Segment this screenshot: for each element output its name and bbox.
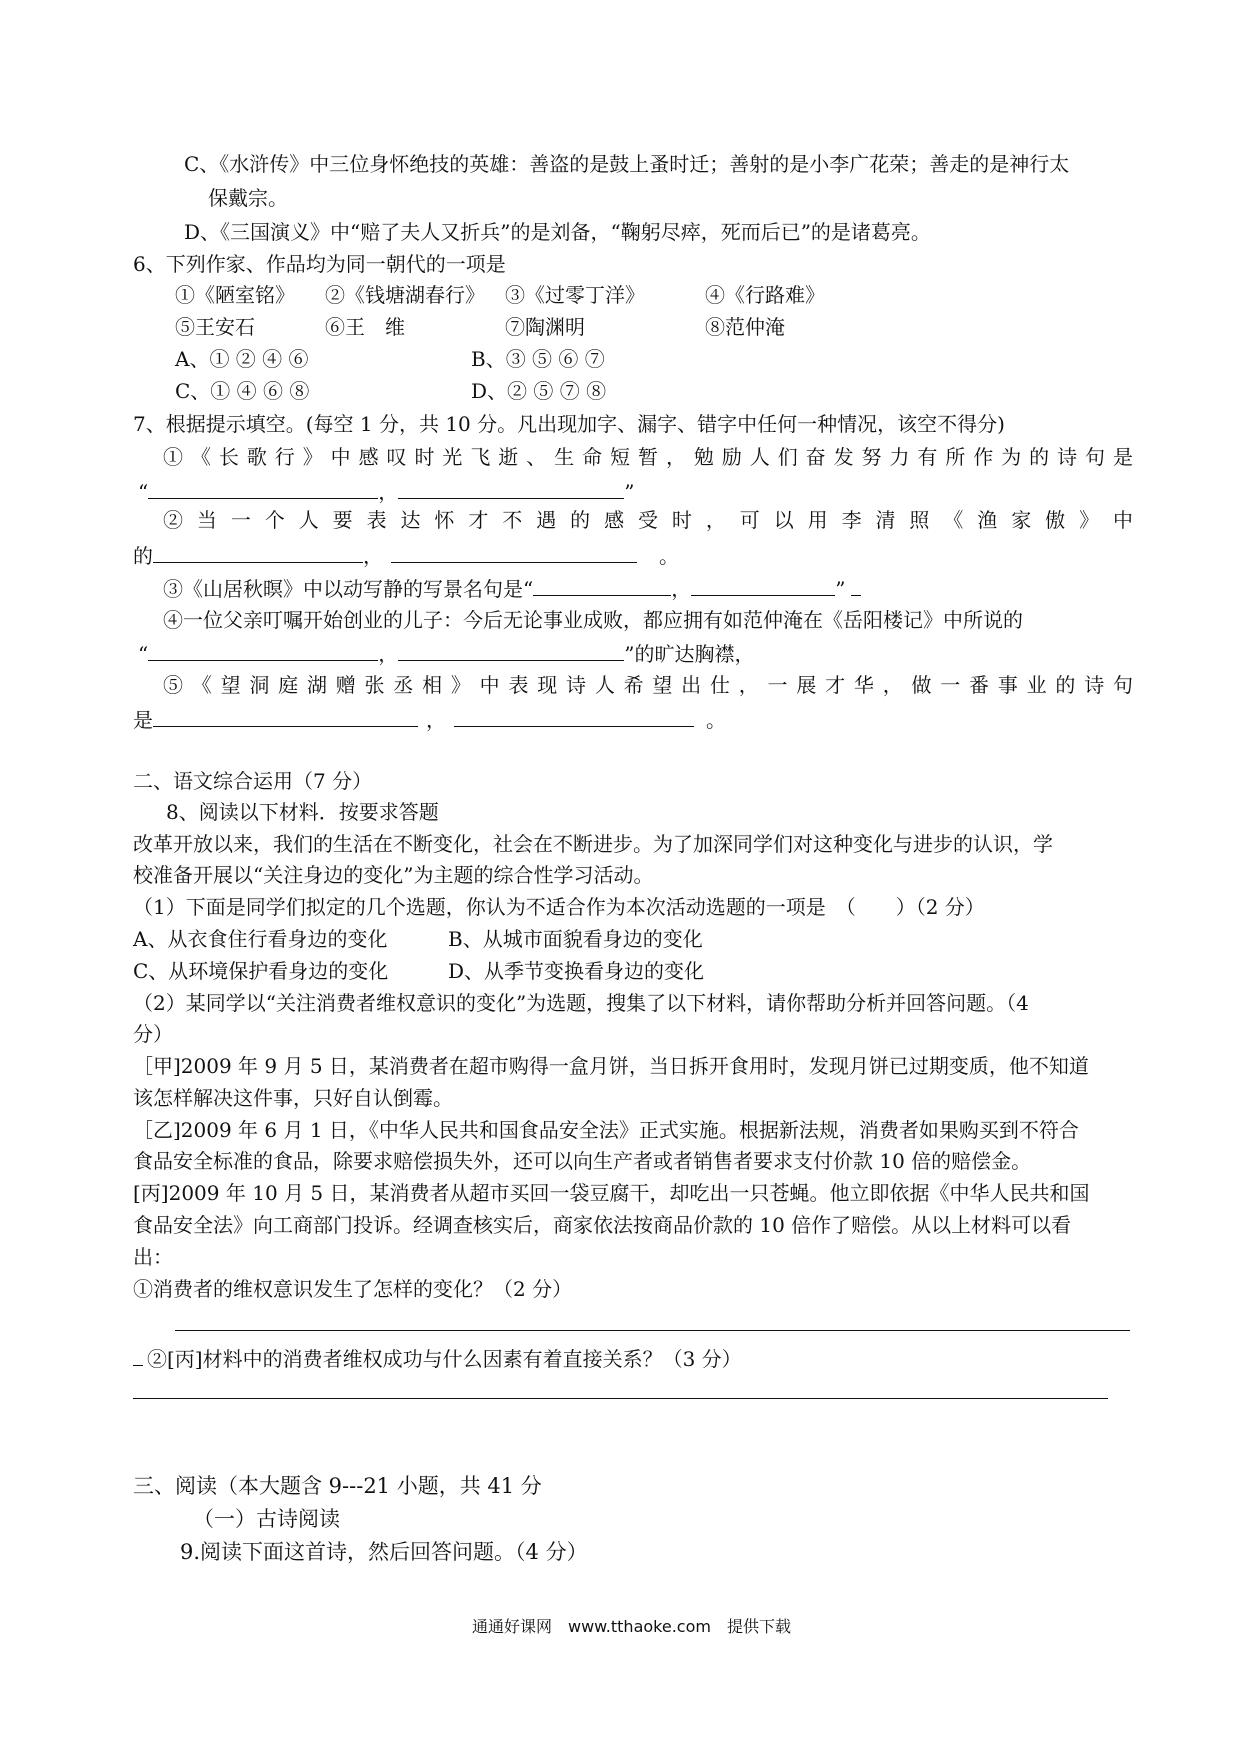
answer-line-1[interactable] — [175, 1330, 1130, 1331]
q6-work-1: ①《陋室铭》 — [175, 283, 295, 307]
question-2-row — [133, 1343, 742, 1373]
q7-item3-mark — [851, 573, 861, 596]
q7-item5-blank-1[interactable] — [153, 704, 418, 727]
q7-item1-blank-1[interactable] — [148, 476, 378, 499]
q7-item3: ③《山居秋暝》中以动写静的写景名句是“ ， ” — [163, 573, 861, 603]
q7-item5-answer: 是 ， 。 — [133, 704, 726, 734]
q6-options-ab — [175, 345, 605, 373]
q6-work-4: ④《行路难》 — [705, 283, 825, 307]
material-bing-1: [丙]2009 年 10 月 5 日，某消费者从超市买回一袋豆腐干，却吃出一只苍蝇。他立即依据《中华人民共和国 — [133, 1181, 1090, 1205]
q6-option-c: C、① ④ ⑥ ⑧ — [175, 379, 310, 403]
q7-item4-answer: “ ， ”的旷达胸襟， — [138, 638, 754, 668]
question-1: ①消费者的维权意识发生了怎样的变化？（2 分） — [133, 1277, 573, 1301]
q6-option-d: D、② ⑤ ⑦ ⑧ — [471, 379, 607, 403]
q7-item1-prompt: ①《长歌行》中感叹时光飞逝、生命短暂，勉励人们奋发努力有所作为的诗句是 — [163, 445, 1133, 469]
q5-option-c-cont: 保戴宗。 — [208, 186, 288, 210]
q6-option-a: A、① ② ④ ⑥ — [175, 347, 309, 371]
q6-work-2: ②《钱塘湖春行》 — [325, 283, 485, 307]
q6-works-row — [175, 281, 825, 309]
section3-title: 三、阅读（本大题含 9---21 小题，共 41 分 — [133, 1474, 542, 1498]
q7-item2-answer: 的 ， 。 — [133, 540, 679, 570]
q7-item5-prompt: ⑤《望洞庭湖赠张丞相》中表现诗人希望出仕，一展才华，做一番事业的诗句 — [163, 673, 1133, 697]
q7-item1-blank-2[interactable] — [398, 476, 624, 499]
q7-item1-answer: “ ， ” — [138, 476, 634, 506]
q7-item5-blank-2[interactable] — [454, 704, 694, 727]
section3-subtitle: （一）古诗阅读 — [193, 1507, 340, 1531]
q6-options-cd — [175, 377, 606, 405]
q8-sub2-line2: 分） — [133, 1022, 173, 1046]
q7-stem: 7、根据提示填空。(每空 1 分，共 10 分。凡出现加字、漏字、错字中任何一种情况，该空不得分) — [133, 412, 1005, 436]
q8-option-b: B、从城市面貌看身边的变化 — [448, 927, 703, 951]
q7-item2-prompt: ②当一个人要表达怀才不遇的感受时，可以用李清照《渔家傲》中 — [163, 508, 1133, 532]
q8-sub1: （1）下面是同学们拟定的几个选题，你认为不适合作为本次活动选题的一项是 （ ）（2 分） — [133, 895, 985, 919]
material-bing-3: 出： — [133, 1245, 173, 1269]
q7-item4-blank-2[interactable] — [398, 638, 624, 661]
material-jia-1: ［甲]2009 年 9 月 5 日，某消费者在超市购得一盒月饼，当日拆开食用时，发现月饼已过期变质，他不知道 — [133, 1054, 1089, 1078]
question-2: ②[丙]材料中的消费者维权成功与什么因素有着直接关系？（3 分） — [147, 1347, 742, 1371]
q7-item2-blank-2[interactable] — [391, 540, 637, 563]
q6-author-6: ⑥王 维 — [325, 315, 405, 339]
q8-sub2-line1: （2）某同学以“关注消费者维权意识的变化”为选题，搜集了以下材料，请你帮助分析并回答问题。（4 — [133, 991, 1029, 1015]
q6-work-3: ③《过零丁洋》 — [505, 283, 645, 307]
q7-item4-blank-1[interactable] — [148, 638, 378, 661]
q7-item3-blank-1[interactable] — [533, 573, 671, 596]
q6-author-7: ⑦陶渊明 — [505, 315, 585, 339]
q9-stem: 9.阅读下面这首诗，然后回答问题。（4 分） — [180, 1540, 588, 1564]
q8-stem: 8、阅读以下材料．按要求答题 — [166, 800, 439, 824]
q6-stem: 6、下列作家、作品均为同一朝代的一项是 — [133, 252, 506, 276]
q6-authors-row — [175, 313, 785, 341]
q6-option-b: B、③ ⑤ ⑥ ⑦ — [471, 347, 605, 371]
material-bing-2: 食品安全法》向工商部门投诉。经调查核实后，商家依法按商品价款的 10 倍作了赔偿。从以上材料可以看 — [133, 1213, 1072, 1237]
q8-option-d: D、从季节变换看身边的变化 — [448, 959, 705, 983]
q5-option-c: C、《水浒传》中三位身怀绝技的英雄：善盗的是鼓上蚤时迁；善射的是小李广花荣；善走的是神行太 — [184, 152, 1070, 176]
material-jia-2: 该怎样解决这件事，只好自认倒霉。 — [133, 1086, 453, 1110]
q7-item4-prompt: ④一位父亲叮嘱开始创业的儿子：今后无论事业成败，都应拥有如范仲淹在《岳阳楼记》中所说的 — [163, 608, 1023, 632]
question-2-mark — [133, 1343, 143, 1366]
answer-line-2[interactable] — [133, 1398, 1108, 1399]
q8-intro-2: 校准备开展以“关注身边的变化”为主题的综合性学习活动。 — [133, 863, 654, 887]
q8-option-c: C、从环境保护看身边的变化 — [133, 959, 389, 983]
material-yi-2: 食品安全标准的食品，除要求赔偿损失外，还可以向生产者或者销售者要求支付价款 10 倍的赔偿金。 — [133, 1149, 1032, 1173]
q7-item3-blank-2[interactable] — [691, 573, 835, 596]
footer-watermark: 通通好课网 www.tthaoke.com 提供下载 — [472, 1617, 791, 1636]
q8-sub1-options-cd — [133, 957, 704, 985]
q8-intro-1: 改革开放以来，我们的生活在不断变化，社会在不断进步。为了加深同学们对这种变化与进步的认识，学 — [133, 832, 1053, 856]
material-yi-1: ［乙]2009 年 6 月 1 日，《中华人民共和国食品安全法》正式实施。根据新法规，消费者如果购买到不符合 — [133, 1118, 1079, 1142]
q7-item2-blank-1[interactable] — [153, 540, 363, 563]
q8-option-a: A、从衣食住行看身边的变化 — [133, 927, 388, 951]
q6-author-8: ⑧范仲淹 — [705, 315, 785, 339]
q6-author-5: ⑤王安石 — [175, 315, 255, 339]
section2-title: 二、语文综合运用（7 分） — [133, 769, 373, 793]
q5-option-d: D、《三国演义》中“赔了夫人又折兵”的是刘备，“鞠躬尽瘁，死而后已”的是诸葛亮。 — [184, 220, 931, 244]
q8-sub1-options-ab — [133, 925, 703, 953]
